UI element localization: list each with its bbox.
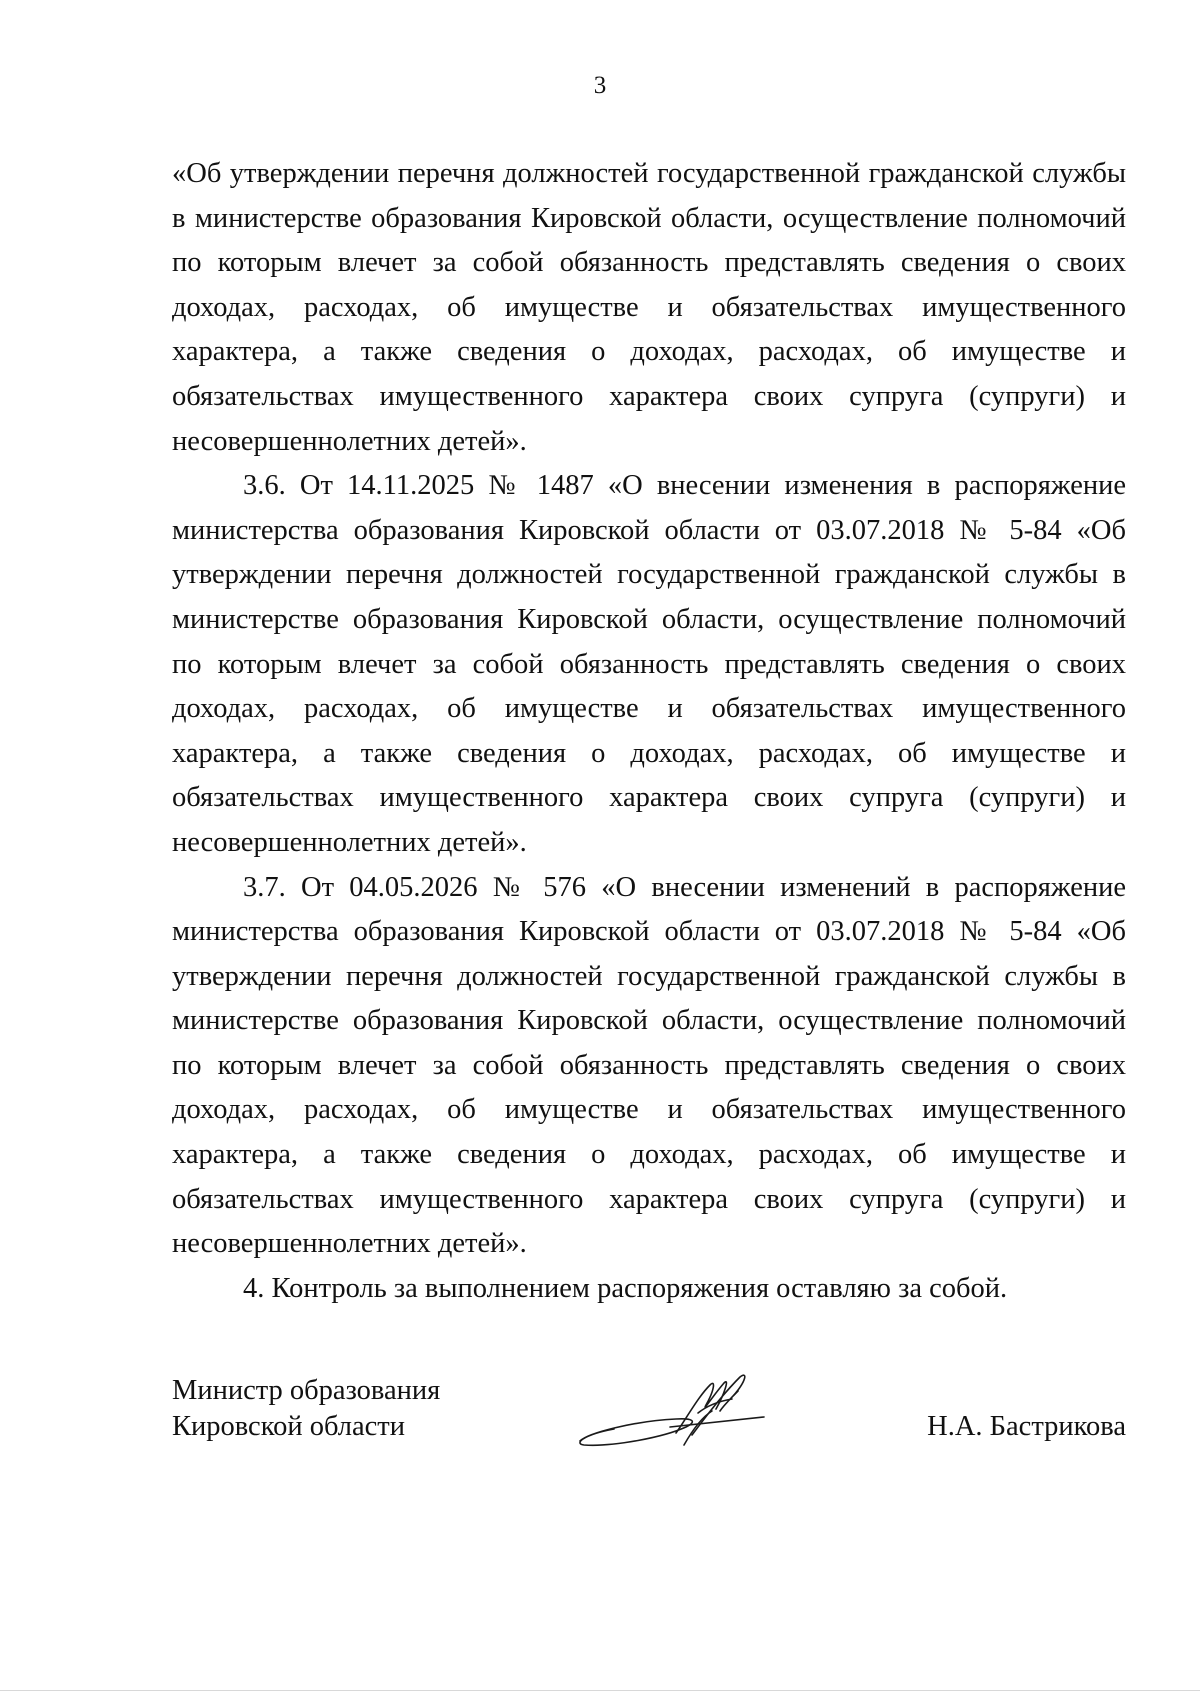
signatory-position-line-2: Кировской области <box>172 1411 405 1442</box>
paragraph-3-6: 3.6. От 14.11.2025 № 1487 «О внесении изменения в распоряжение министерства образования Кировской области от 03.07.2018 № 5-84 «Об утверждении перечня должностей государственной гражданской службы в министерстве образования Кировской области, осуществление полномочий по которым влечет за собой обязанность представлять сведения о своих доходах, расходах, об имуществе и обязательствах имущественного характера, а также сведения о доходах, расходах, об имуществе и обязательствах имущественного характера своих супруга (супруги) и несовершеннолетних детей». <box>172 470 1126 858</box>
signature-block <box>172 1373 1126 1493</box>
paragraph-3-7: 3.7. От 04.05.2026 № 576 «О внесении изменений в распоряжение министерства образования Кировской области от 03.07.2018 № 5-84 «Об утверждении перечня должностей государственной гражданской службы в министерстве образования Кировской области, осуществление полномочий по которым влечет за собой обязанность представлять сведения о своих доходах, расходах, об имуществе и обязательствах имущественного характера, а также сведения о доходах, расходах, об имуществе и обязательствах имущественного характера своих супруга (супруги) и несовершеннолетних детей». <box>172 871 1126 1260</box>
signatory-name: Н.А. Бастрикова <box>927 1411 1126 1442</box>
scan-bottom-edge <box>0 1690 1200 1691</box>
paragraph-continuation: «Об утверждении перечня должностей государственной гражданской службы в министерстве образования Кировской области, осуществление полномочий по которым влечет за собой обязанность представлять сведения о своих доходах, расходах, об имуществе и обязательствах имущественного характера, а также сведения о доходах, расходах, об имуществе и обязательствах имущественного характера своих супруга (супруги) и несовершеннолетних детей». <box>172 158 1126 457</box>
page-number: 3 <box>593 72 607 99</box>
signatory-position-line-1: Министр образования <box>172 1375 441 1406</box>
signatory-position <box>172 1373 440 1445</box>
document-body <box>172 152 1126 1311</box>
handwritten-signature-icon <box>574 1361 774 1461</box>
paragraph-4: 4. Контроль за выполнением распоряжения оставляю за собой. <box>243 1272 1008 1304</box>
